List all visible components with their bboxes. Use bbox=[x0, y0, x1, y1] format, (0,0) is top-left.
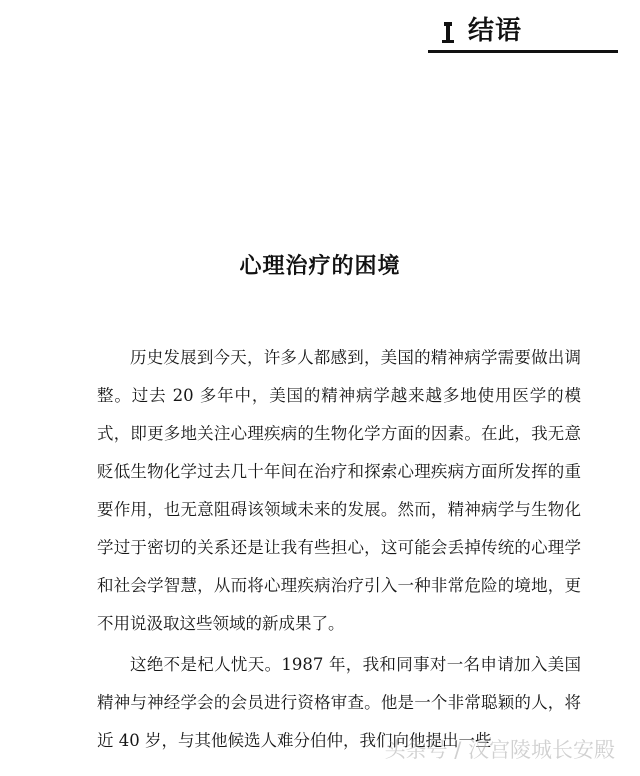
section-header bbox=[428, 12, 618, 53]
section-title: 结语 bbox=[468, 16, 523, 46]
paragraph-1: 历史发展到今天，许多人都感到，美国的精神病学需要做出调整。过去 20 多年中，美国的精神病学越来越多地使用医学的模式，即更多地关注心理疾病的生物化学方面的因素。在此，我无意贬低生物化学过去几十年间在治疗和探索心理疾病方面所发挥的重要作用，也无意阻碍该领域未来的发展。然而，精神病学与生物化学过于密切的关系还是让我有些担心，这可能会丢掉传统的心理学和社会学智慧，从而将心理疾病治疗引入一种非常危险的境地，更不用说汲取这些领域的新成果了。 bbox=[97, 348, 581, 633]
paragraph-2: 这绝不是杞人忧天。1987 年，我和同事对一名申请加入美国精神与神经学会的会员进行资格审查。他是一个非常聪颖的人，将近 40 岁，与其他候选人难分伯仲，我们向他提出一些 bbox=[97, 655, 581, 750]
lighthouse-icon bbox=[440, 20, 456, 44]
watermark: 头条号 / 汉宫陵城长安殿 bbox=[384, 738, 615, 762]
article-body bbox=[97, 339, 581, 760]
chapter-title: 心理治疗的困境 bbox=[239, 253, 401, 279]
